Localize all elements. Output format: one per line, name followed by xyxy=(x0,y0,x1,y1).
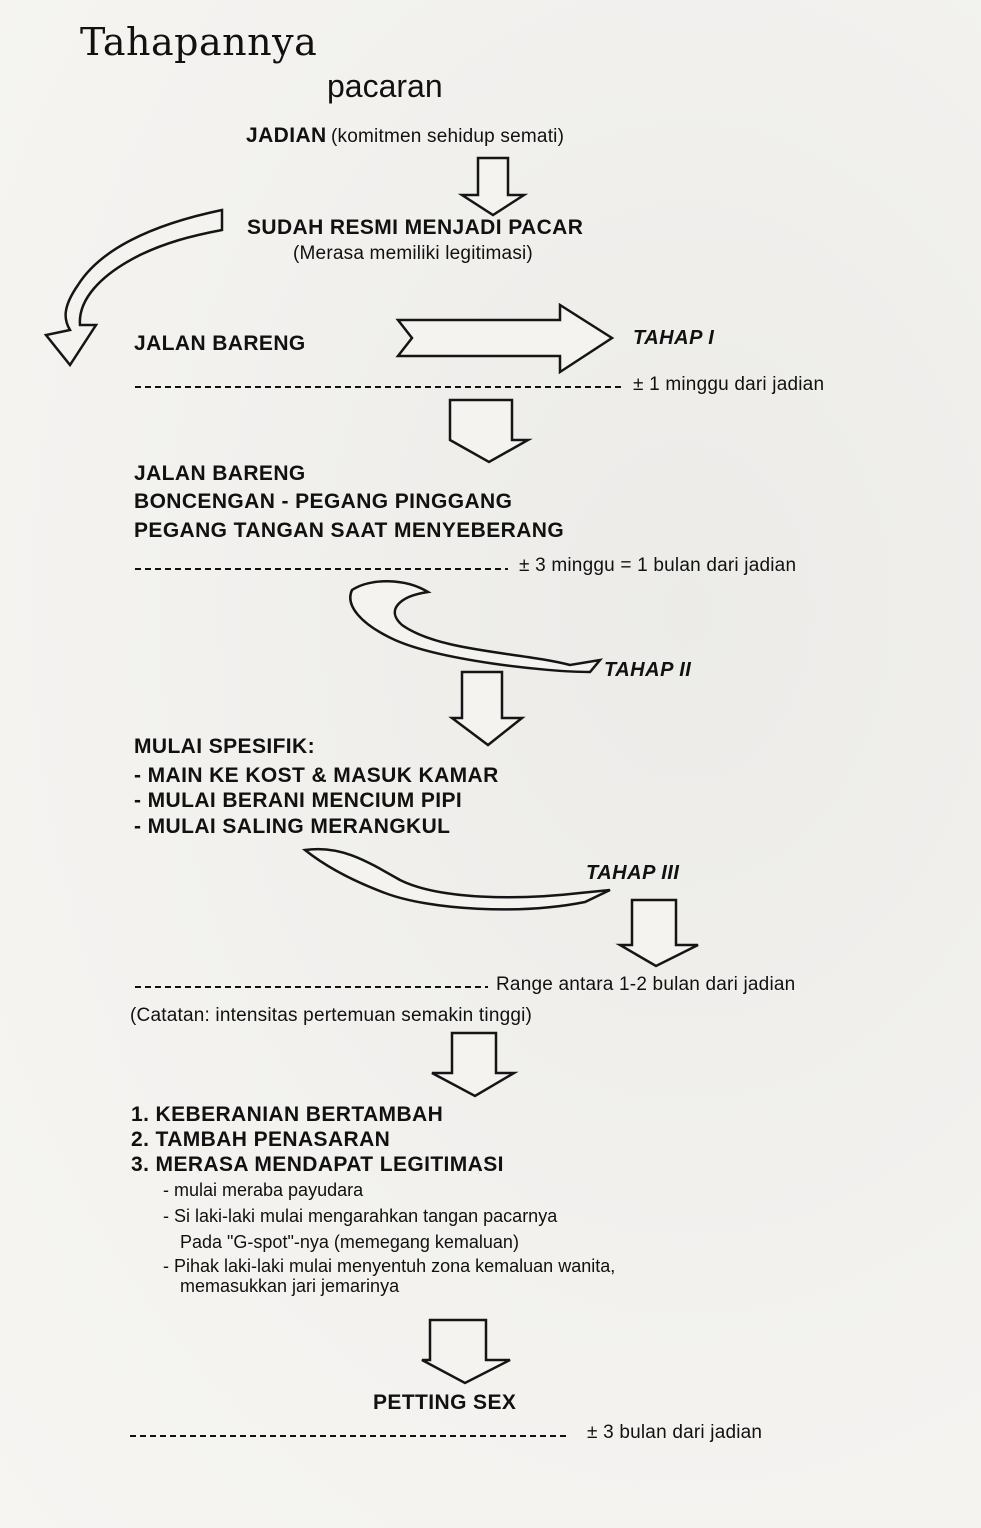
stage1-activity: JALAN BARENG xyxy=(134,332,306,355)
block2-line: PEGANG TANGAN SAAT MENYEBERANG xyxy=(134,519,565,542)
stage2-label: TAHAP II xyxy=(604,659,692,681)
jadian-note: (komitmen sehidup semati) xyxy=(331,126,565,147)
jadian-line xyxy=(246,124,564,148)
stage1-time: ± 1 minggu dari jadian xyxy=(633,374,825,395)
stage1-label: TAHAP I xyxy=(633,327,715,349)
resmi-note: (Merasa memiliki legitimasi) xyxy=(293,243,533,264)
curved-arrow-icon xyxy=(350,581,600,672)
block3-item: - MULAI SALING MERANGKUL xyxy=(134,815,451,838)
block4-sub: - Si laki-laki mulai mengarahkan tangan pacarnya xyxy=(163,1206,558,1226)
block2-time: ± 3 minggu = 1 bulan dari jadian xyxy=(519,555,797,576)
down-arrow-icon xyxy=(432,1033,514,1096)
block4-item: 1. KEBERANIAN BERTAMBAH xyxy=(131,1103,444,1126)
down-arrow-icon xyxy=(452,672,522,745)
resmi-head: SUDAH RESMI MENJADI PACAR xyxy=(247,216,584,239)
down-arrow-icon xyxy=(462,158,524,215)
block4-sub: Pada "G-spot"-nya (memegang kemaluan) xyxy=(180,1232,519,1252)
block4-item: 3. MERASA MENDAPAT LEGITIMASI xyxy=(131,1153,504,1176)
block2-line: JALAN BARENG xyxy=(134,462,306,485)
block4-sub: memasukkan jari jemarinya xyxy=(180,1276,400,1296)
stage3-time: Range antara 1-2 bulan dari jadian xyxy=(496,974,796,995)
page-subtitle: pacaran xyxy=(327,68,443,104)
final-time: ± 3 bulan dari jadian xyxy=(587,1422,763,1443)
stage3-label: TAHAP III xyxy=(586,862,680,884)
block4-sub: - mulai meraba payudara xyxy=(163,1180,364,1200)
block3-item: - MAIN KE KOST & MASUK KAMAR xyxy=(134,764,499,787)
jadian-head: JADIAN xyxy=(246,124,327,147)
block4-sub: - Pihak laki-laki mulai menyentuh zona kemaluan wanita, xyxy=(163,1256,616,1276)
final-head: PETTING SEX xyxy=(373,1391,517,1414)
block3-head: MULAI SPESIFIK: xyxy=(134,735,316,758)
down-arrow-icon xyxy=(620,900,698,966)
down-arrow-icon xyxy=(450,400,528,462)
right-arrow-icon xyxy=(398,305,612,372)
curved-arrow-icon xyxy=(305,849,610,909)
block4-item: 2. TAMBAH PENASARAN xyxy=(131,1128,391,1151)
stage3-note: (Catatan: intensitas pertemuan semakin tinggi) xyxy=(130,1005,533,1026)
block3-item: - MULAI BERANI MENCIUM PIPI xyxy=(134,789,463,812)
block2-line: BONCENGAN - PEGANG PINGGANG xyxy=(134,490,513,513)
page-title: Tahapannya xyxy=(80,20,318,64)
down-arrow-icon xyxy=(422,1320,510,1383)
